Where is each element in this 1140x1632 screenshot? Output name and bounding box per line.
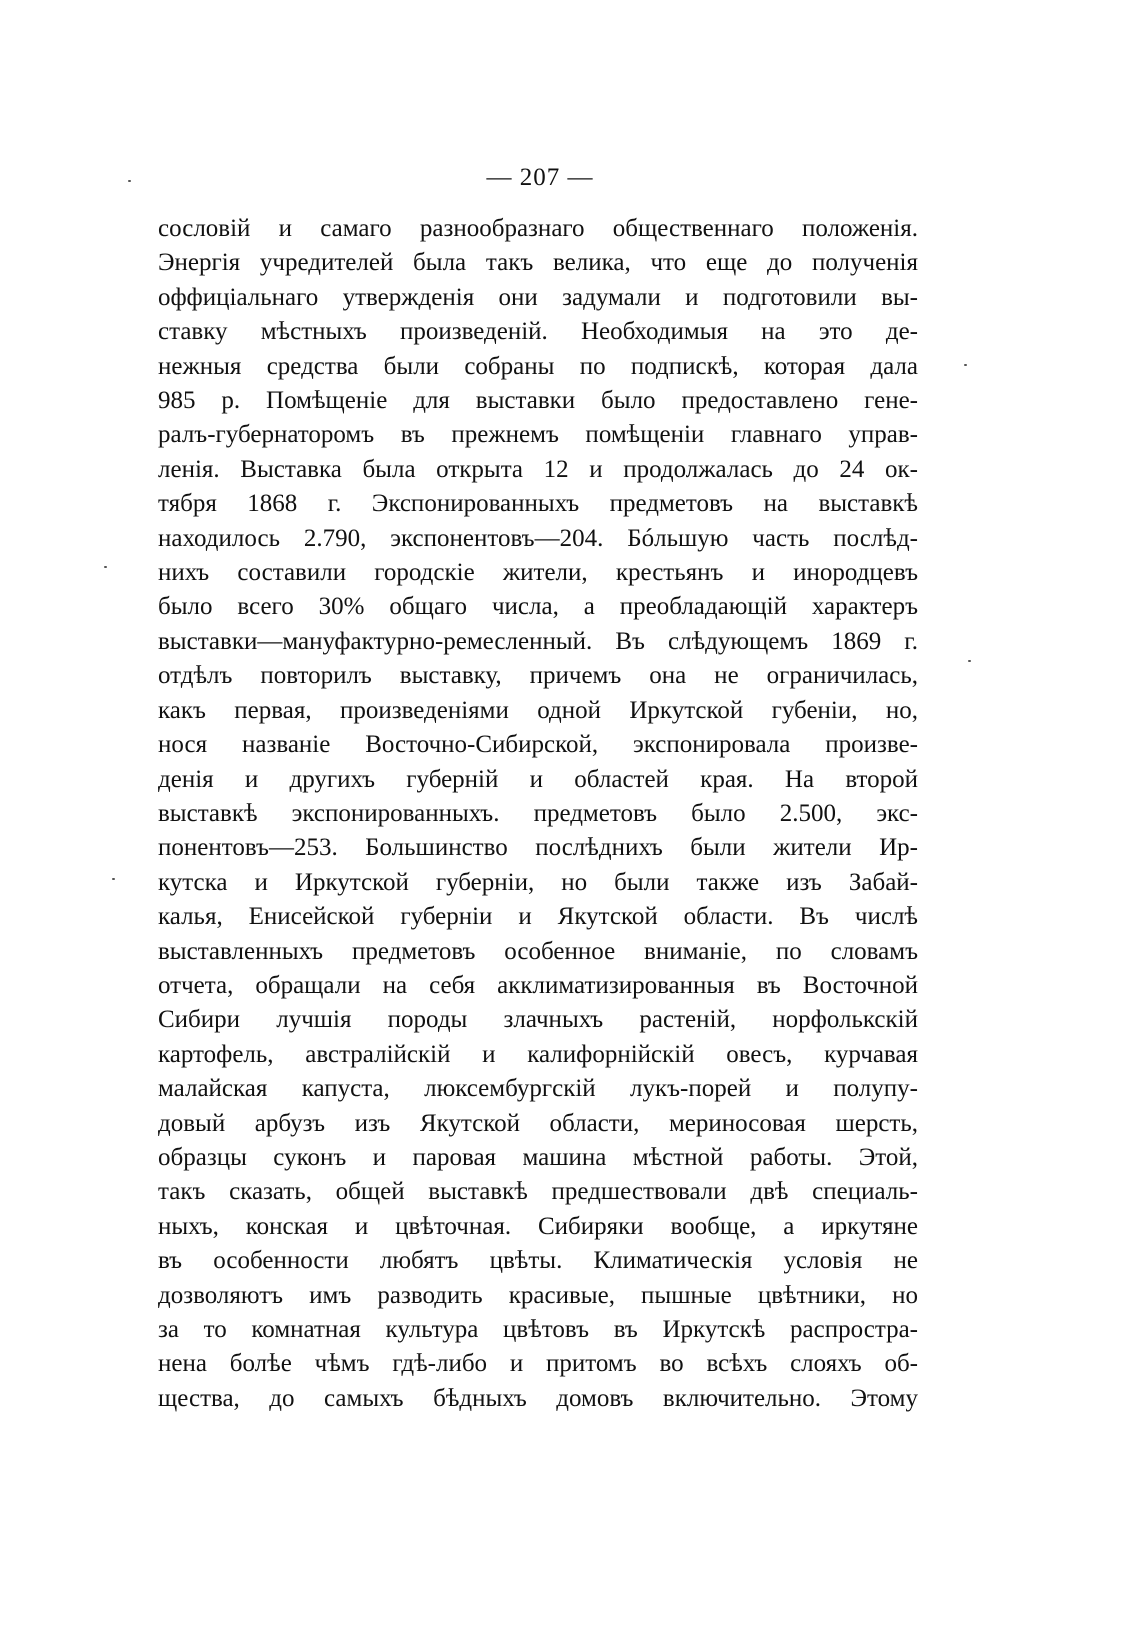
- text-line: какъ первая, произведеніями одной Иркутской губеніи, но,: [158, 696, 918, 724]
- body-text: [158, 212, 918, 1416]
- text-line: находилось 2.790, экспонентовъ—204. Бóльшую часть послѣд-: [158, 524, 918, 552]
- text-line: 985 р. Помѣщеніе для выставки было предоставлено гене-: [158, 387, 918, 415]
- text-line: денія и другихъ губерній и областей края. На второй: [158, 765, 918, 793]
- scan-speck: [964, 364, 967, 366]
- text-line: щества, до самыхъ бѣдныхъ домовъ включительно. Этому: [158, 1384, 918, 1412]
- text-line: калья, Енисейской губерніи и Якутской области. Въ числѣ: [158, 903, 918, 931]
- text-line: въ особенности любятъ цвѣты. Климатическія условія не: [158, 1247, 918, 1275]
- text-line: картофель, австралійскій и калифорнійскій овесъ, курчавая: [158, 1040, 918, 1068]
- text-line: ставку мѣстныхъ произведеній. Необходимыя на это де-: [158, 318, 918, 346]
- text-line: ныхъ, конская и цвѣточная. Сибиряки вообще, а иркутяне: [158, 1212, 918, 1240]
- scan-speck: [104, 566, 107, 568]
- text-line: такъ сказать, общей выставкѣ предшествовали двѣ специаль-: [158, 1178, 918, 1206]
- text-line: ралъ-губернаторомъ въ прежнемъ помѣщеніи главнаго управ-: [158, 421, 918, 449]
- text-line: выставки—мануфактурно-ремесленный. Въ слѣдующемъ 1869 г.: [158, 627, 918, 655]
- text-line: выставкѣ экспонированныхъ. предметовъ было 2.500, экс-: [158, 799, 918, 827]
- text-line: сословій и самаго разнообразнаго общественнаго положенія.: [158, 215, 918, 242]
- text-line: кутска и Иркутской губерніи, но были также изъ Забай-: [158, 868, 918, 896]
- scan-speck: [112, 878, 115, 880]
- text-line: Сибири лучшія породы злачныхъ растеній, норфолькскій: [158, 1006, 918, 1034]
- text-line: тября 1868 г. Экспонированныхъ предметовъ на выставкѣ: [158, 490, 918, 518]
- text-line: образцы суконъ и паровая машина мѣстной работы. Этой,: [158, 1143, 918, 1171]
- text-line: ленія. Выставка была открыта 12 и продолжалась до 24 ок-: [158, 455, 918, 483]
- scan-speck: [968, 660, 971, 662]
- text-line: нежныя средства были собраны по подпискѣ, которая дала: [158, 352, 918, 380]
- page-number: — 207 —: [486, 164, 594, 191]
- text-line: отдѣлъ повторилъ выставку, причемъ она не ограничилась,: [158, 662, 918, 690]
- text-line: нося названіе Восточно-Сибирской, экспонировала произве-: [158, 731, 918, 759]
- text-line: выставленныхъ предметовъ особенное вниманіе, по словамъ: [158, 937, 918, 965]
- text-line: Энергія учредителей была такъ велика, что еще до полученія: [158, 249, 918, 277]
- text-line: дозволяютъ имъ разводить красивые, пышные цвѣтники, но: [158, 1281, 918, 1309]
- text-line: оффиціальнаго утвержденія они задумали и подготовили вы-: [158, 283, 918, 311]
- text-line: за то комнатная культура цвѣтовъ въ Иркутскѣ распростра-: [158, 1316, 918, 1343]
- text-line: довый арбузъ изъ Якутской области, мериносовая шерсть,: [158, 1109, 918, 1137]
- text-line: нена болѣе чѣмъ гдѣ-либо и притомъ во всѣхъ слояхъ об-: [158, 1350, 918, 1378]
- text-line: малайская капуста, люксембургскій лукъ-порей и полупу-: [158, 1075, 918, 1103]
- text-line: было всего 30% общаго числа, а преобладающій характеръ: [158, 593, 918, 621]
- text-line: отчета, обращали на себя акклиматизированныя въ Восточной: [158, 971, 918, 999]
- text-line: понентовъ—253. Большинство послѣднихъ были жители Ир-: [158, 834, 918, 862]
- text-line: нихъ составили городскіе жители, крестьянъ и инородцевъ: [158, 559, 918, 587]
- scan-speck: [128, 180, 131, 182]
